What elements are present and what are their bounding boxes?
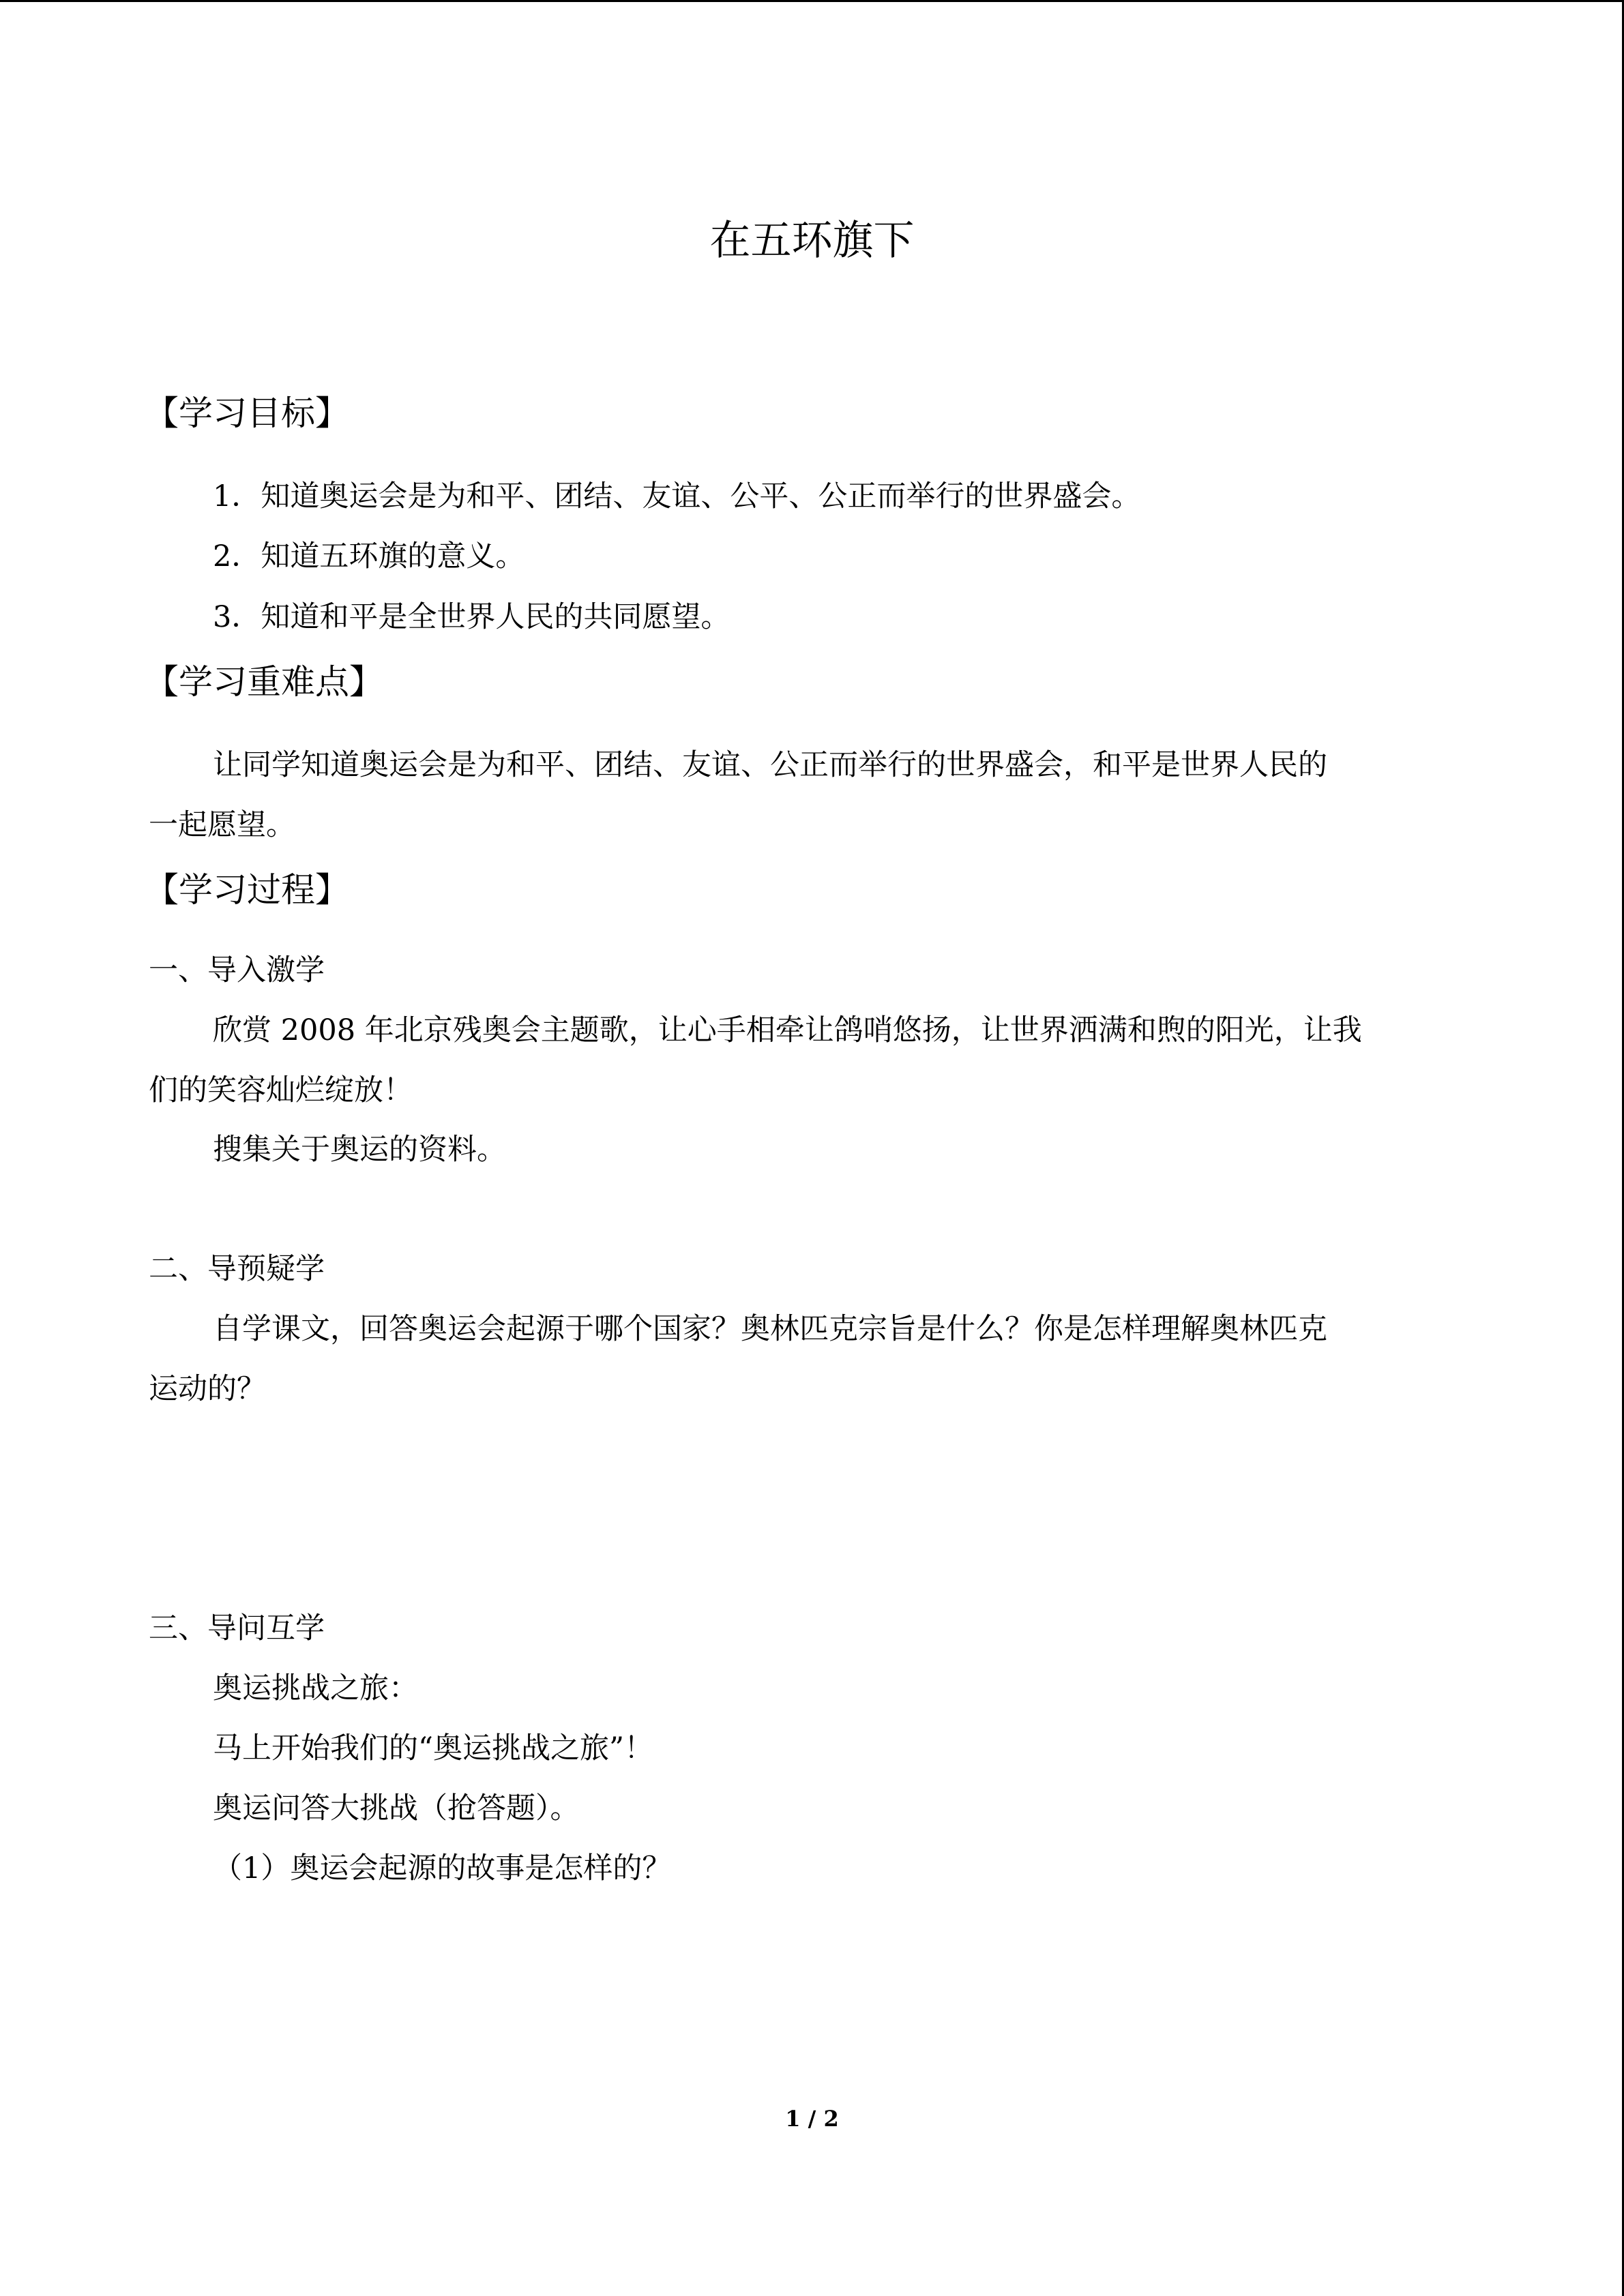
- section-3-line-1: 奥运挑战之旅：: [213, 1671, 418, 1705]
- objective-item-2: 2．知道五环旗的意义。: [213, 539, 525, 573]
- document-title: 在五环旗下: [709, 217, 915, 265]
- key-points-line-1: 让同学知道奥运会是为和平、团结、友谊、公正而举行的世界盛会，和平是世界人民的: [213, 748, 1327, 782]
- key-points-line-2: 一起愿望。: [149, 808, 295, 842]
- section-1-line-3: 搜集关于奥运的资料。: [213, 1133, 506, 1167]
- process-heading: 【学习过程】: [145, 870, 349, 910]
- section-1-title: 一、导入激学: [149, 953, 325, 987]
- section-2-line-1: 自学课文，回答奥运会起源于哪个国家？奥林匹克宗旨是什么？你是怎样理解奥林匹克: [213, 1312, 1327, 1346]
- section-3-line-4: （1）奥运会起源的故事是怎样的？: [213, 1851, 672, 1885]
- section-2-title: 二、导预疑学: [149, 1252, 325, 1286]
- section-1-line-1: 欣赏 2008 年北京残奥会主题歌，让心手相牵让鸽哨悠扬，让世界洒满和煦的阳光，让我: [213, 1013, 1362, 1047]
- section-3-line-3: 奥运问答大挑战（抢答题）。: [213, 1791, 580, 1825]
- page-indicator: 1 / 2: [785, 2106, 839, 2132]
- section-2-line-2: 运动的？: [149, 1372, 266, 1406]
- section-3-line-2: 马上开始我们的“奥运挑战之旅”！: [213, 1731, 653, 1765]
- objective-item-1: 1．知道奥运会是为和平、团结、友谊、公平、公正而举行的世界盛会。: [213, 479, 1141, 513]
- objective-item-3: 3．知道和平是全世界人民的共同愿望。: [213, 600, 730, 634]
- key-points-heading: 【学习重难点】: [145, 662, 383, 702]
- section-1-line-2: 们的笑容灿烂绽放！: [149, 1073, 413, 1107]
- section-3-title: 三、导问互学: [149, 1611, 325, 1645]
- objectives-heading: 【学习目标】: [145, 393, 349, 433]
